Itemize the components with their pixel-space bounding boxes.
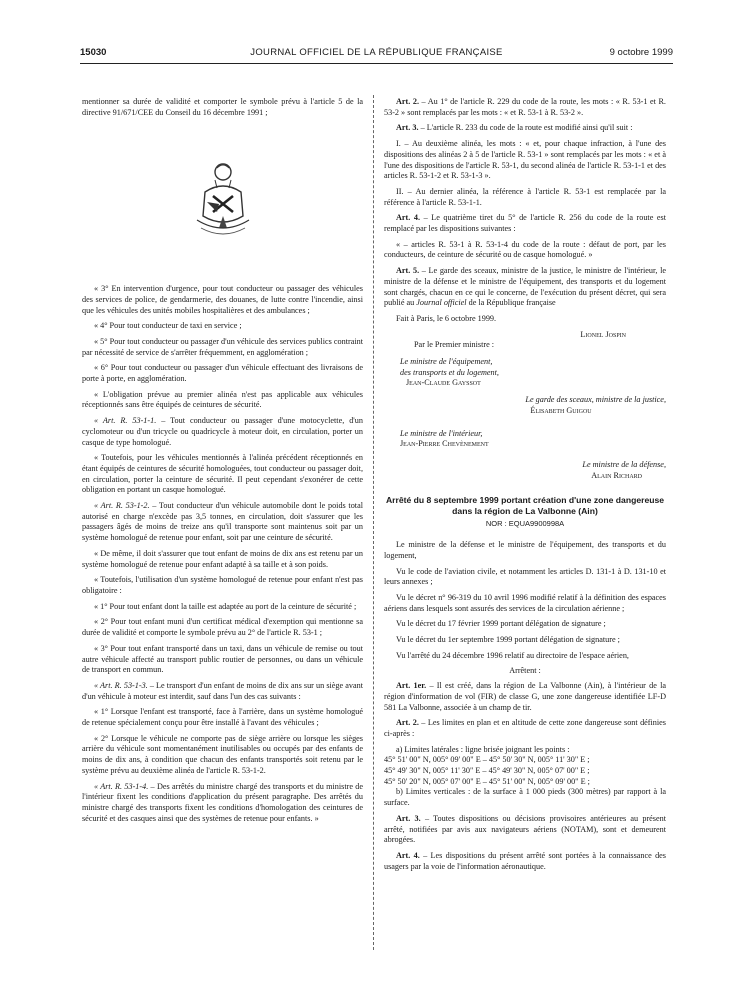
article-label: Art. 4. xyxy=(396,850,420,860)
minister-title: Le ministre de l'intérieur, xyxy=(400,428,483,438)
paragraph: b) Limites verticales : de la surface à 1 000 pieds (300 mètres) par rapport à la surface. xyxy=(384,787,666,808)
paragraph: « Toutefois, l'utilisation d'un système homologué de retenue pour enfant n'est pas obligatoire : xyxy=(82,575,363,595)
paragraph: mentionner sa durée de validité et comporter le symbole prévu à l'article 5 de la directive 91/671/CEE du Conseil du 16 décembre 1991 ; xyxy=(82,97,363,117)
paragraph: « 6° Pour tout conducteur ou passager d'un véhicule effectuant des livraisons de porte à porte, en agglomération. xyxy=(82,363,363,384)
paragraph: I. – Au deuxième alinéa, les mots : « et, pour chaque infraction, à l'une des dispositions des alinéas 2 à 5 de l'article R. 53-1 » sont remplacés par les mots : « et à l'une des dispositions de l'article R. 53-1, du second alinéa de l'article R. 53-1-1 et des articles R. 53-1-2 et R. 53-1-3 ». xyxy=(384,139,666,181)
paragraph: Vu l'arrêté du 24 décembre 1996 relatif au directoire de l'espace aérien, xyxy=(396,650,629,660)
paragraph: Vu le décret du 17 février 1999 portant délégation de signature ; xyxy=(396,619,606,629)
article-paragraph: Art. 3. – L'article R. 233 du code de la route est modifié ainsi qu'il suit : xyxy=(396,123,633,133)
article-paragraph: Art. 4. – Le quatrième tiret du 5° de l'article R. 256 du code de la route est remplacé par les dispositions suivantes : xyxy=(384,213,666,234)
paragraph: « 1° Lorsque l'enfant est transporté, face à l'arrière, dans un système homologué de retenue spécialement conçu pour être installé à l'avant des véhicules ; xyxy=(82,707,363,728)
paragraph: Vu le code de l'aviation civile, et notamment les articles D. 131-1 à D. 131-10 et leurs annexes ; xyxy=(384,566,666,587)
journal-officiel-ref: Journal officiel xyxy=(416,298,467,308)
signature-guigou: Élisabeth Guigou xyxy=(530,405,592,415)
paragraph: « L'obligation prévue au premier alinéa n'est pas applicable aux véhicules réceptionnés sans être équipés de ceintures de sécurité. xyxy=(82,389,363,410)
decree-title: Arrêté du 8 septembre 1999 portant création d'une zone dangereuse dans la région de La Valbonne (Ain) xyxy=(385,495,665,516)
article-ref: « Art. R. 53-1-2. xyxy=(94,501,150,511)
header-rule xyxy=(80,63,673,64)
nor-reference: NOR : EQUA9900998A xyxy=(485,519,565,529)
page-header xyxy=(80,47,673,63)
article-label: Art. 2. xyxy=(396,718,419,728)
paragraph: « 2° Pour tout enfant muni d'un certificat médical d'exemption qui mentionne sa durée de validité et comporte le symbole prévu au 2° de l'article R. 53-1 ; xyxy=(82,617,363,638)
minister-title: Le ministre de la défense, xyxy=(582,459,666,469)
article-label: Art. 1er. xyxy=(396,681,427,691)
journal-title: JOURNAL OFFICIEL DE LA RÉPUBLIQUE FRANÇAISE xyxy=(250,47,503,58)
arretent-heading: Arrêtent : xyxy=(509,666,541,676)
paragraph: Vu le décret n° 96-319 du 10 avril 1996 modifié relatif à la définition des espaces aériens dans lesquels sont assurés des services de la circulation aérienne ; xyxy=(384,592,666,613)
coordinate-line: 45° 50' 20" N, 005° 07' 00" E – 45° 51' 00" N, 005° 09' 00" E ; xyxy=(384,776,590,786)
paragraph: « Toutefois, pour les véhicules mentionnés à l'alinéa précédent réceptionnés en étant équipés de ceintures de sécurité homologuées, tout conducteur ou passager doit, en circulation, porter la ceinture de sécurité. Il peut cependant s'exonérer de cette obligation en portant un casque homologué. xyxy=(82,453,363,495)
paragraph: Vu le décret du 1er septembre 1999 portant délégation de signature ; xyxy=(396,635,620,645)
signature-jospin: Lionel Jospin xyxy=(580,329,626,339)
signature-richard: Alain Richard xyxy=(591,470,642,480)
paragraph: a) Limites latérales : ligne brisée joignant les points : xyxy=(396,744,570,754)
paragraph: « 5° Pour tout conducteur ou passager d'un véhicule des services publics contraint par nécessité de service de s'arrêter fréquemment, en agglomération ; xyxy=(82,336,363,357)
signature-chevenement: Jean-Pierre Chevènement xyxy=(400,439,489,449)
republic-emblem-icon xyxy=(183,158,263,242)
signature-date: Fait à Paris, le 6 octobre 1999. xyxy=(396,313,497,323)
article-paragraph: Art. 2. – Les limites en plan et en altitude de cette zone dangereuse sont définies ci-après : xyxy=(384,718,666,738)
signature-gayssot: Jean-Claude Gayssot xyxy=(406,378,481,388)
article-label: Art. 2. xyxy=(396,97,419,106)
article-paragraph: « Art. R. 53-1-2. – Tout conducteur d'un véhicule automobile dont le poids total autorisé en charge n'excède pas 3,5 tonnes, en circulation, doit s'assurer que les passagers âgés de moins de treize ans qu'il transporte sont maintenus soit par un système homologué de retenue pour enfant, soit par une ceinture de sécurité. xyxy=(82,501,363,543)
minister-title: Le garde des sceaux, ministre de la justice, xyxy=(525,395,666,405)
article-paragraph: Art. 5. – Le garde des sceaux, ministre de la justice, le ministre de l'intérieur, le ministre de la défense et le ministre de l'équipement, des transports et du logement sont chargés, chacun en ce qui le concerne, de l'exécution du présent décret, qui sera publié au Journal officiel de la République française xyxy=(384,266,666,308)
article-label: Art. 3. xyxy=(396,123,419,133)
article-paragraph: Art. 1er. – Il est créé, dans la région de La Valbonne (Ain), à l'intérieur de la région d'information de vol (FIR) de classe G, une zone dangereuse identifiée LF-D 581 La Valbonne, associée à un champ de tir. xyxy=(384,681,667,712)
paragraph: « 4° Pour tout conducteur de taxi en service ; xyxy=(94,321,242,331)
article-paragraph: Art. 2. – Au 1° de l'article R. 229 du code de la route, les mots : « R. 53-1 et R. 53-2 » sont remplacés par les mots : « et R. 53-1 à R. 53-2 ». xyxy=(384,97,666,117)
paragraph: « De même, il doit s'assurer que tout enfant de moins de dix ans est retenu par un système homologué de retenue pour enfant adapté à sa taille et à son poids. xyxy=(82,548,363,569)
paragraph: II. – Au dernier alinéa, la référence à l'article R. 53-1 est remplacée par la référence à l'article R. 53-1-1. xyxy=(384,186,666,207)
article-paragraph: « Art. R. 53-1-3. – Le transport d'un enfant de moins de dix ans sur un siège avant d'un véhicule à moteur est interdit, sauf dans l'un des cas suivants : xyxy=(82,680,363,701)
article-paragraph: « Art. R. 53-1-4. – Des arrêtés du ministre chargé des transports et du ministre de l'intérieur fixent les conditions d'application du présent paragraphe. Des arrêtés du ministre chargé des transports fixent les conditions d'homologation des ceintures de sécurité et des casques ainsi que des systèmes de retenue pour enfants. » xyxy=(82,781,363,823)
article-paragraph: Art. 3. – Toutes dispositions ou décisions provisoires antérieures au présent arrêté, notifiées par avis aux navigateurs aériens (NOTAM), sont et demeurent abrogées. xyxy=(384,813,666,845)
article-label: Art. 4. xyxy=(396,213,421,223)
right-column xyxy=(384,97,666,877)
paragraph: « 1° Pour tout enfant dont la taille est adaptée au port de la ceinture de sécurité ; xyxy=(94,601,357,611)
article-ref: « Art. R. 53-1-1. xyxy=(94,416,157,426)
article-paragraph: Art. 4. – Les dispositions du présent arrêté sont portées à la connaissance des usagers par la voie de l'information aéronautique. xyxy=(384,850,666,871)
issue-date: 9 octobre 1999 xyxy=(609,47,673,58)
page-number: 15030 xyxy=(80,47,107,58)
article-paragraph: « Art. R. 53-1-1. – Tout conducteur ou passager d'une motocyclette, d'un cyclomoteur ou d'un tricycle ou quadricycle à moteur doit, en circulation, porter un casque de type homologué. xyxy=(82,416,363,447)
minister-title: des transports et du logement, xyxy=(400,367,499,377)
minister-title: Le ministre de l'équipement, xyxy=(400,357,493,367)
signature-intro: Par le Premier ministre : xyxy=(414,340,495,350)
coordinate-line: 45° 49' 30" N, 005° 11' 30" E – 45° 49' 30" N, 005° 07' 00" E ; xyxy=(384,766,590,776)
paragraph: « – articles R. 53-1 à R. 53-1-4 du code de la route : défaut de port, par les conducteurs, de ceinture de sécurité ou de casque homologué. » xyxy=(384,239,666,260)
coordinate-line: 45° 51' 00" N, 005° 09' 00" E – 45° 50' 30" N, 005° 11' 30" E ; xyxy=(384,755,590,765)
article-label: Art. 3. xyxy=(396,813,421,823)
left-column xyxy=(82,97,363,829)
article-ref: « Art. R. 53-1-3. xyxy=(94,680,148,690)
paragraph: « 3° Pour tout enfant transporté dans un taxi, dans un véhicule de remise ou tout autre véhicule affecté au transport public routier de personnes, ou dans un véhicule de transport en commun. xyxy=(82,643,363,675)
paragraph: Le ministre de la défense et le ministre de l'équipement, des transports et du logement, xyxy=(384,540,666,560)
paragraph: « 2° Lorsque le véhicule ne comporte pas de siège arrière ou lorsque les sièges arrière du véhicule sont momentanément inutilisables ou occupés par des enfants de moins de dix ans, à condition que chacun des enfants transportés soit retenu par le système prévu au deuxième alinéa de l'article R. 53-1-2. xyxy=(82,733,363,775)
article-label: Art. 5. xyxy=(396,266,420,276)
article-ref: « Art. R. 53-1-4. xyxy=(94,781,149,791)
emblem-figure xyxy=(82,158,363,246)
paragraph: « 3° En intervention d'urgence, pour tout conducteur ou passager des véhicules des services de police, de gendarmerie, des douanes, de lutte contre l'incendie, ainsi que les véhicules des unités mobiles hospitalières et des ambulances ; xyxy=(82,284,363,315)
column-divider xyxy=(373,95,374,950)
